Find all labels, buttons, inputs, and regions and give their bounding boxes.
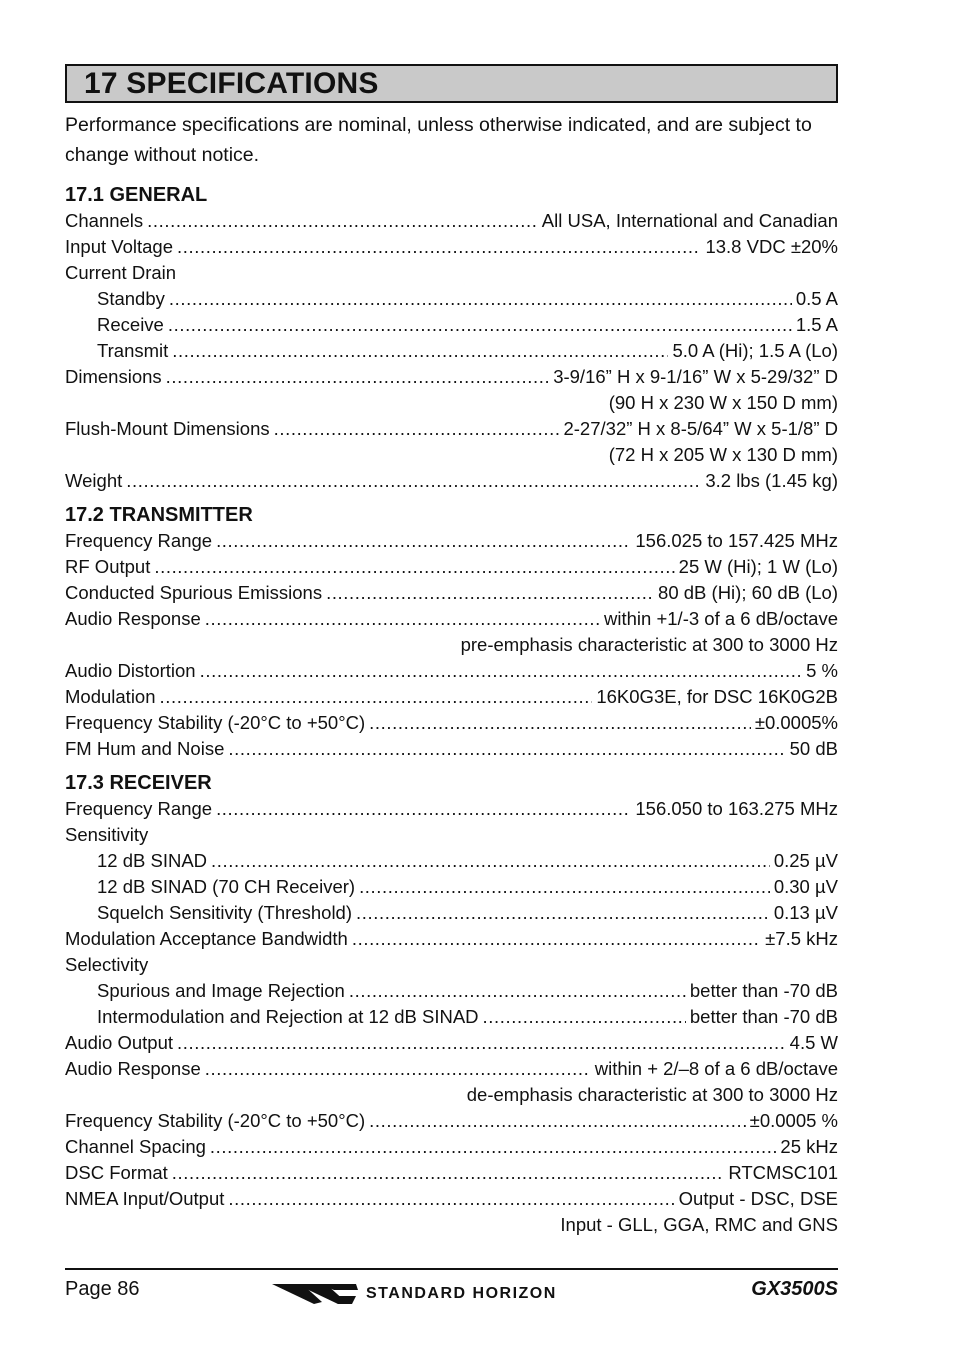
spec-value: 0.13 µV xyxy=(773,902,838,923)
dot-leader xyxy=(228,736,785,762)
spec-value: ±0.0005 % xyxy=(749,1110,838,1131)
spec-value: 3-9/16” H x 9-1/16” W x 5-29/32” D xyxy=(553,366,838,387)
spec-value: better than -70 dB xyxy=(689,1006,838,1027)
section-heading-general: 17.1 GENERAL xyxy=(65,184,208,206)
spec-label: Frequency Stability (-20°C to +50°C) xyxy=(65,1110,366,1131)
spec-label: Frequency Range xyxy=(65,530,213,551)
spec-value: 25 kHz xyxy=(780,1136,838,1157)
spec-value: 50 dB xyxy=(789,738,838,759)
dot-leader xyxy=(274,416,560,442)
spec-row-audio-output xyxy=(65,1030,838,1056)
spec-row-mod-bandwidth xyxy=(65,926,838,952)
dot-leader xyxy=(359,874,770,900)
spec-row-tx-audio-response xyxy=(65,606,838,632)
spec-value: 5 % xyxy=(806,660,838,681)
specifications-page xyxy=(65,64,838,1238)
spec-label: FM Hum and Noise xyxy=(65,738,225,759)
spec-continuation: pre-emphasis characteristic at 300 to 3000 Hz xyxy=(460,634,838,655)
spec-row-flush-mount xyxy=(65,416,838,442)
spec-label: Intermodulation and Rejection at 12 dB SINAD xyxy=(97,1006,479,1027)
spec-row-audio-distortion xyxy=(65,658,838,684)
spec-row-channel-spacing xyxy=(65,1134,838,1160)
page-footer xyxy=(65,1268,838,1314)
spec-group-sensitivity: Sensitivity xyxy=(65,824,149,845)
spec-value: 0.30 µV xyxy=(773,876,838,897)
spec-group-current-drain: Current Drain xyxy=(65,262,177,283)
dot-leader xyxy=(169,286,792,312)
spec-label: Modulation Acceptance Bandwidth xyxy=(65,928,348,949)
dot-leader xyxy=(356,900,770,926)
spec-label: Squelch Sensitivity (Threshold) xyxy=(97,902,352,923)
spec-value: 156.050 to 163.275 MHz xyxy=(635,798,838,819)
spec-row-rx-frequency-range xyxy=(65,796,838,822)
spec-continuation: (90 H x 230 W x 150 D mm) xyxy=(608,392,838,413)
dot-leader xyxy=(326,580,654,606)
brand-name: STANDARD HORIZON xyxy=(366,1285,557,1302)
spec-label: Frequency Range xyxy=(65,798,213,819)
spec-label: NMEA Input/Output xyxy=(65,1188,225,1209)
spec-label: Conducted Spurious Emissions xyxy=(65,582,323,603)
dot-leader xyxy=(166,364,550,390)
brand-logo xyxy=(272,1282,557,1306)
dot-leader xyxy=(369,710,751,736)
spec-label: Audio Response xyxy=(65,608,201,629)
spec-label: Channels xyxy=(65,210,144,231)
spec-row-receive xyxy=(65,312,838,338)
dot-leader xyxy=(352,926,761,952)
spec-row-weight xyxy=(65,468,838,494)
spec-row-intermodulation xyxy=(65,1004,838,1030)
dot-leader xyxy=(216,528,631,554)
spec-label: Input Voltage xyxy=(65,236,174,257)
spec-label: 12 dB SINAD (70 CH Receiver) xyxy=(97,876,356,897)
spec-label: Modulation xyxy=(65,686,156,707)
spec-row-squelch xyxy=(65,900,838,926)
dot-leader xyxy=(210,1134,777,1160)
spec-row-tx-frequency-stability xyxy=(65,710,838,736)
spec-row-transmit xyxy=(65,338,838,364)
spec-group-selectivity: Selectivity xyxy=(65,954,149,975)
spec-row-tx-frequency-range xyxy=(65,528,838,554)
dot-leader xyxy=(126,468,701,494)
section-heading-receiver: 17.3 RECEIVER xyxy=(65,772,212,794)
spec-label: Audio Distortion xyxy=(65,660,196,681)
spec-value: within + 2/–8 of a 6 dB/octave xyxy=(594,1058,838,1079)
dot-leader xyxy=(216,796,631,822)
spec-label: Transmit xyxy=(97,340,169,361)
spec-value: 0.5 A xyxy=(795,288,838,309)
spec-value: within +1/-3 of a 6 dB/octave xyxy=(604,608,838,629)
spec-value: ±7.5 kHz xyxy=(765,928,838,949)
dot-leader xyxy=(200,658,803,684)
spec-value: 16K0G3E, for DSC 16K0G2B xyxy=(596,686,838,707)
dot-leader xyxy=(205,606,600,632)
dot-leader xyxy=(483,1004,686,1030)
spec-row-modulation xyxy=(65,684,838,710)
spec-value: 80 dB (Hi); 60 dB (Lo) xyxy=(658,582,838,603)
spec-value: 1.5 A xyxy=(795,314,838,335)
spec-label: Receive xyxy=(97,314,164,335)
spec-value: 3.2 lbs (1.45 kg) xyxy=(705,470,838,491)
spec-value: Output - DSC, DSE xyxy=(678,1188,838,1209)
spec-row-rx-frequency-stability xyxy=(65,1108,838,1134)
spec-value: All USA, International and Canadian xyxy=(541,210,838,231)
dot-leader xyxy=(211,848,770,874)
spec-label: Weight xyxy=(65,470,123,491)
brand-logo-icon xyxy=(272,1282,360,1306)
spec-value: 25 W (Hi); 1 W (Lo) xyxy=(678,556,838,577)
spec-value: better than -70 dB xyxy=(689,980,838,1001)
intro-paragraph: Performance specifications are nominal, unless otherwise indicated, and are subject to change without notice. xyxy=(65,114,812,166)
dot-leader xyxy=(172,338,668,364)
spec-row-rf-output xyxy=(65,554,838,580)
spec-label: Standby xyxy=(97,288,165,309)
spec-label: Channel Spacing xyxy=(65,1136,206,1157)
dot-leader xyxy=(160,684,593,710)
dot-leader xyxy=(172,1160,725,1186)
chapter-header xyxy=(65,64,838,103)
spec-label: RF Output xyxy=(65,556,151,577)
spec-row-nmea xyxy=(65,1186,838,1212)
spec-row-channels xyxy=(65,208,838,234)
spec-continuation: Input - GLL, GGA, RMC and GNS xyxy=(560,1214,838,1235)
spec-value: 0.25 µV xyxy=(773,850,838,871)
model-name: GX3500S xyxy=(751,1278,838,1300)
dot-leader xyxy=(168,312,792,338)
spec-continuation: (72 H x 205 W x 130 D mm) xyxy=(608,444,838,465)
spec-row-dimensions xyxy=(65,364,838,390)
spec-label: Frequency Stability (-20°C to +50°C) xyxy=(65,712,366,733)
spec-value: ±0.0005% xyxy=(754,712,838,733)
spec-value: 4.5 W xyxy=(789,1032,838,1053)
spec-row-spurious-emissions xyxy=(65,580,838,606)
chapter-title: 17 SPECIFICATIONS xyxy=(84,66,379,100)
spec-row-sinad xyxy=(65,848,838,874)
spec-value: 156.025 to 157.425 MHz xyxy=(635,530,838,551)
section-heading-transmitter: 17.2 TRANSMITTER xyxy=(65,504,253,526)
spec-label: DSC Format xyxy=(65,1162,168,1183)
spec-label: 12 dB SINAD xyxy=(97,850,208,871)
dot-leader xyxy=(228,1186,674,1212)
spec-row-standby xyxy=(65,286,838,312)
spec-row-sinad-70ch xyxy=(65,874,838,900)
spec-row-dsc-format xyxy=(65,1160,838,1186)
page-number: Page 86 xyxy=(65,1278,140,1300)
spec-value: 2-27/32” H x 8-5/64” W x 5-1/8” D xyxy=(563,418,838,439)
spec-value: RTCMSC101 xyxy=(728,1162,838,1183)
spec-row-input-voltage xyxy=(65,234,838,260)
spec-label: Audio Response xyxy=(65,1058,201,1079)
spec-row-fm-hum-noise xyxy=(65,736,838,762)
dot-leader xyxy=(177,1030,786,1056)
spec-row-rx-audio-response xyxy=(65,1056,838,1082)
dot-leader xyxy=(154,554,674,580)
dot-leader xyxy=(349,978,686,1004)
dot-leader xyxy=(147,208,538,234)
spec-value: 5.0 A (Hi); 1.5 A (Lo) xyxy=(672,340,838,361)
spec-label: Audio Output xyxy=(65,1032,173,1053)
spec-continuation: de-emphasis characteristic at 300 to 3000 Hz xyxy=(466,1084,838,1105)
dot-leader xyxy=(369,1108,746,1134)
spec-value: 13.8 VDC ±20% xyxy=(705,236,838,257)
spec-label: Spurious and Image Rejection xyxy=(97,980,345,1001)
dot-leader xyxy=(177,234,701,260)
spec-row-spurious-image xyxy=(65,978,838,1004)
dot-leader xyxy=(205,1056,591,1082)
spec-label: Flush-Mount Dimensions xyxy=(65,418,270,439)
spec-label: Dimensions xyxy=(65,366,162,387)
